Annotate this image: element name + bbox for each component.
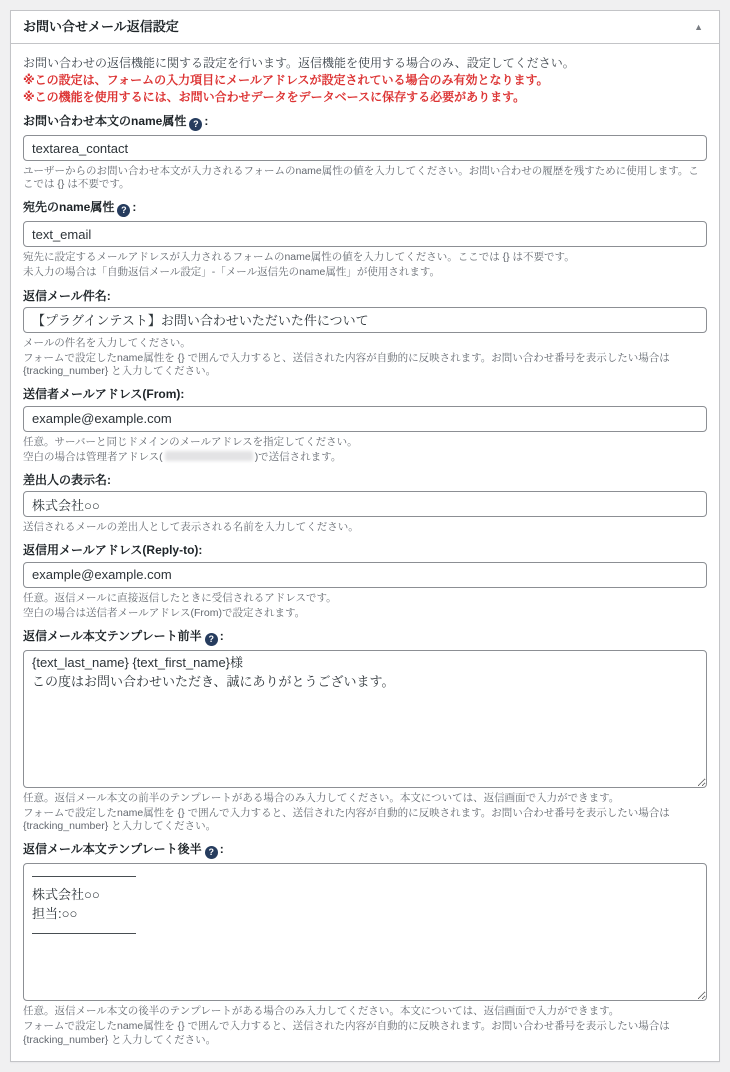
- field-label: [23, 629, 707, 646]
- help-text: 宛先に設定するメールアドレスが入力されるフォームのname属性の値を入力してください。ここでは {} は不要です。: [23, 251, 575, 264]
- field-label-text: 返信用メールアドレス(Reply-to): [23, 543, 199, 558]
- help-icon[interactable]: ?: [189, 118, 202, 131]
- help-text-suffix: )で送信されます。: [254, 450, 342, 463]
- help-text-admin-address: [23, 451, 707, 464]
- reply-to-address-input[interactable]: [23, 562, 707, 588]
- field-label-text: 宛先のname属性: [23, 200, 115, 215]
- label-colon: :: [180, 387, 185, 402]
- field-recipient-name: [23, 200, 707, 279]
- help-icon[interactable]: ?: [205, 846, 218, 859]
- template-first-half-textarea[interactable]: [23, 650, 707, 788]
- intro-warning-1: ※この設定は、フォームの入力項目にメールアドレスが設定されている場合のみ有効となります。: [23, 73, 549, 88]
- collapse-toggle-button[interactable]: [690, 21, 707, 34]
- field-label-text: 返信メール件名: [23, 288, 107, 303]
- field-label: [23, 200, 707, 217]
- field-template-second-half: [23, 842, 707, 1046]
- help-text: 空白の場合は送信者メールアドレス(From)で設定されます。: [23, 606, 306, 619]
- help-text-prefix: 空白の場合は管理者アドレス(: [23, 450, 163, 463]
- help-text: メールの件名を入力してください。: [23, 336, 191, 349]
- field-sender-display-name: [23, 473, 707, 535]
- panel-title: お問い合せメール返信設定: [23, 19, 179, 34]
- label-colon: :: [219, 629, 224, 644]
- label-colon: :: [106, 288, 111, 303]
- field-label: [23, 543, 707, 557]
- recipient-name-input[interactable]: [23, 221, 707, 247]
- label-colon: :: [204, 114, 209, 129]
- help-text: フォームで設定したname属性を {} で囲んで入力すると、送信された内容が自動的に反映されます。お問い合わせ番号を表示したい場合は {tracking_number} と入力してください。: [23, 1020, 670, 1046]
- help-text: 任意。返信メール本文の前半のテンプレートがある場合のみ入力してください。本文については、返信画面で入力ができます。: [23, 791, 620, 804]
- field-reply-to-address: [23, 543, 707, 620]
- panel-header: [11, 11, 719, 44]
- field-from-address: [23, 387, 707, 464]
- redacted-admin-address: [165, 451, 253, 461]
- help-text: 送信されるメールの差出人として表示される名前を入力してください。: [23, 521, 359, 534]
- field-label-text: 返信メール本文テンプレート前半: [23, 629, 202, 644]
- settings-panel: [10, 10, 720, 1062]
- help-text: 任意。返信メール本文の後半のテンプレートがある場合のみ入力してください。本文については、返信画面で入力ができます。: [23, 1005, 620, 1018]
- label-colon: :: [219, 842, 224, 857]
- field-label: [23, 289, 707, 303]
- label-colon: :: [198, 543, 203, 558]
- field-reply-subject: [23, 289, 707, 379]
- from-address-input[interactable]: [23, 406, 707, 432]
- help-text: ユーザーからのお問い合わせ本文が入力されるフォームのname属性の値を入力してください。お問い合わせの履歴を残すために使用します。ここでは {} は不要です。: [23, 165, 699, 191]
- help-icon[interactable]: ?: [117, 204, 130, 217]
- collapse-arrow-icon: ▲: [694, 21, 703, 32]
- help-text: フォームで設定したname属性を {} で囲んで入力すると、送信された内容が自動的に反映されます。お問い合わせ番号を表示したい場合は {tracking_number} と入力してください。: [23, 352, 670, 378]
- help-text: 任意。返信メールに直接返信したときに受信されるアドレスです。: [23, 591, 337, 604]
- intro-description: [23, 56, 707, 105]
- field-label-text: 返信メール本文テンプレート後半: [23, 842, 202, 857]
- intro-line: お問い合わせの返信機能に関する設定を行います。返信機能を使用する場合のみ、設定してください。: [23, 56, 575, 71]
- field-label: [23, 842, 707, 859]
- template-second-half-textarea[interactable]: [23, 863, 707, 1001]
- reply-subject-input[interactable]: [23, 307, 707, 333]
- help-text: 任意。サーバーと同じドメインのメールアドレスを指定してください。: [23, 435, 358, 448]
- label-colon: :: [107, 472, 112, 487]
- help-text: フォームで設定したname属性を {} で囲んで入力すると、送信された内容が自動的に反映されます。お問い合わせ番号を表示したい場合は {tracking_number} と入力してください。: [23, 807, 670, 833]
- contact-body-name-input[interactable]: [23, 135, 707, 161]
- field-label: [23, 387, 707, 401]
- field-label: [23, 473, 707, 487]
- label-colon: :: [132, 200, 137, 215]
- help-icon[interactable]: ?: [205, 633, 218, 646]
- field-label-text: 差出人の表示名: [23, 472, 108, 487]
- field-label-text: 送信者メールアドレス(From): [23, 387, 181, 402]
- sender-display-name-input[interactable]: [23, 491, 707, 517]
- help-text: 未入力の場合は「自動返信メール設定」-「メール返信先のname属性」が使用されます。: [23, 266, 441, 279]
- field-label-text: お問い合わせ本文のname属性: [23, 114, 187, 129]
- field-template-first-half: [23, 629, 707, 833]
- field-contact-body-name: [23, 114, 707, 191]
- intro-warning-2: ※この機能を使用するには、お問い合わせデータをデータベースに保存する必要があります。: [23, 90, 526, 105]
- panel-body: [11, 44, 719, 1060]
- field-label: [23, 114, 707, 131]
